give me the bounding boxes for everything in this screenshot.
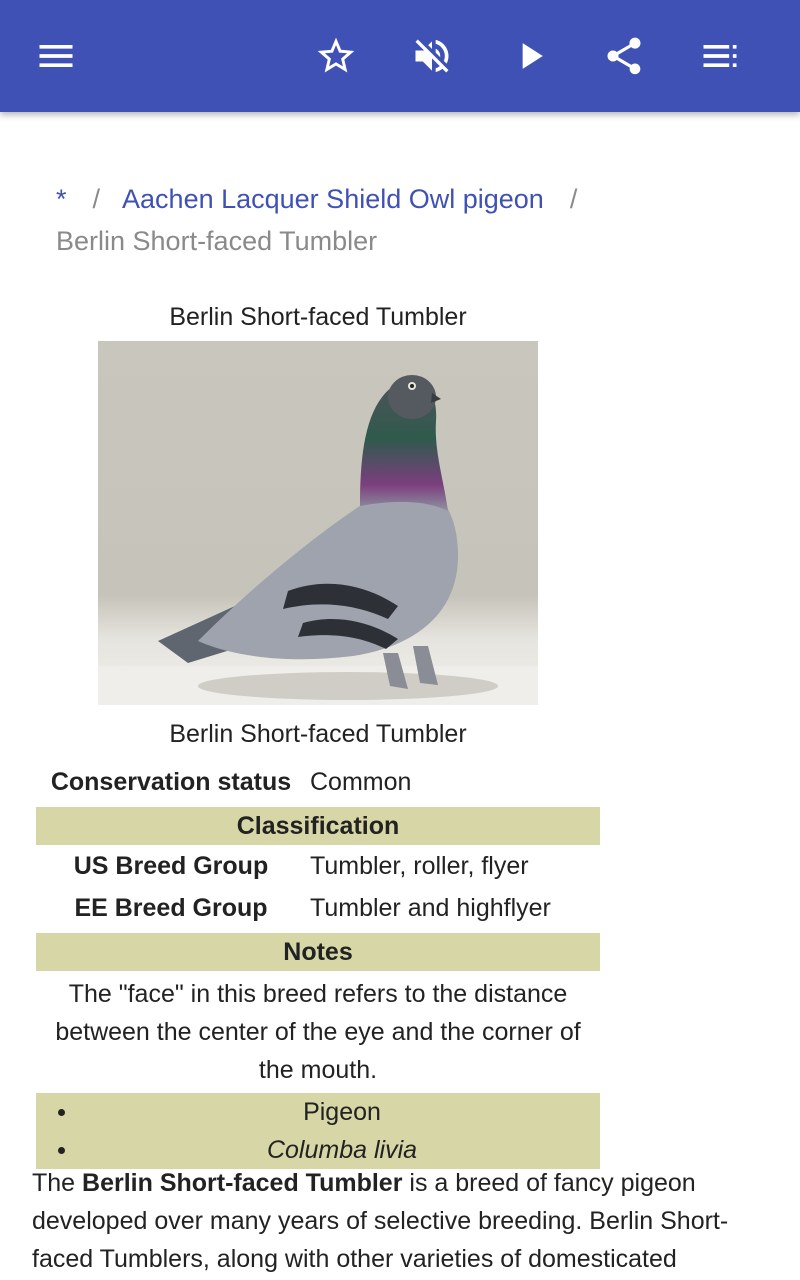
notes-text: The "face" in this breed refers to the distance between the center of the eye and the corner of the mouth. [55,980,581,1084]
breadcrumb [56,178,756,262]
article-subject: Berlin Short-faced Tumbler [82,1169,403,1197]
taxon-item[interactable]: Columba livia [36,1131,600,1169]
favorite-button[interactable] [308,28,364,84]
playlist-icon [698,34,742,78]
conservation-row [36,761,600,803]
conservation-label: Conservation status [50,767,292,796]
ee-breed-group-label: EE Breed Group [74,893,268,922]
article-intro-start: The [32,1169,83,1197]
conservation-value: Common [310,767,412,796]
ee-breed-group-row [36,887,600,929]
ee-breed-group-value: Tumbler and highflyer [310,893,551,922]
breadcrumb-current: Berlin Short-faced Tumbler [56,226,378,256]
play-icon [508,34,552,78]
breadcrumb-separator: / [92,184,101,214]
volume-off-icon [410,34,454,78]
share-icon [602,34,646,78]
us-breed-group-value: Tumbler, roller, flyer [310,851,529,880]
menu-button[interactable] [28,28,84,84]
share-button[interactable] [596,28,652,84]
infobox-title: Berlin Short-faced Tumbler [169,303,467,331]
article-intro-rest: is a breed of fancy pigeon developed over many years of selective breeding. Berlin Short-faced Tumblers, along with other varieties of domesticated [32,1169,729,1273]
image-caption: Berlin Short-faced Tumbler [169,720,467,748]
pigeon-photo[interactable] [98,341,538,705]
infobox [36,297,600,1169]
us-breed-group-label: US Breed Group [73,851,269,880]
app-bar [0,0,800,112]
article-body [32,1164,772,1278]
pigeon-illustration [98,341,538,705]
taxon-list [36,1093,600,1169]
star-outline-icon [314,34,358,78]
notes-header: Notes [36,933,600,971]
breadcrumb-parent-link[interactable]: Aachen Lacquer Shield Owl pigeon [122,184,544,214]
taxon-item[interactable]: Pigeon [36,1093,600,1131]
classification-header: Classification [36,807,600,845]
contents-button[interactable] [692,28,748,84]
menu-icon [34,34,78,78]
us-breed-group-row [36,845,600,887]
mute-button[interactable] [404,28,460,84]
breadcrumb-separator: / [569,184,578,214]
play-button[interactable] [502,28,558,84]
breadcrumb-home-link[interactable]: * [56,184,67,214]
